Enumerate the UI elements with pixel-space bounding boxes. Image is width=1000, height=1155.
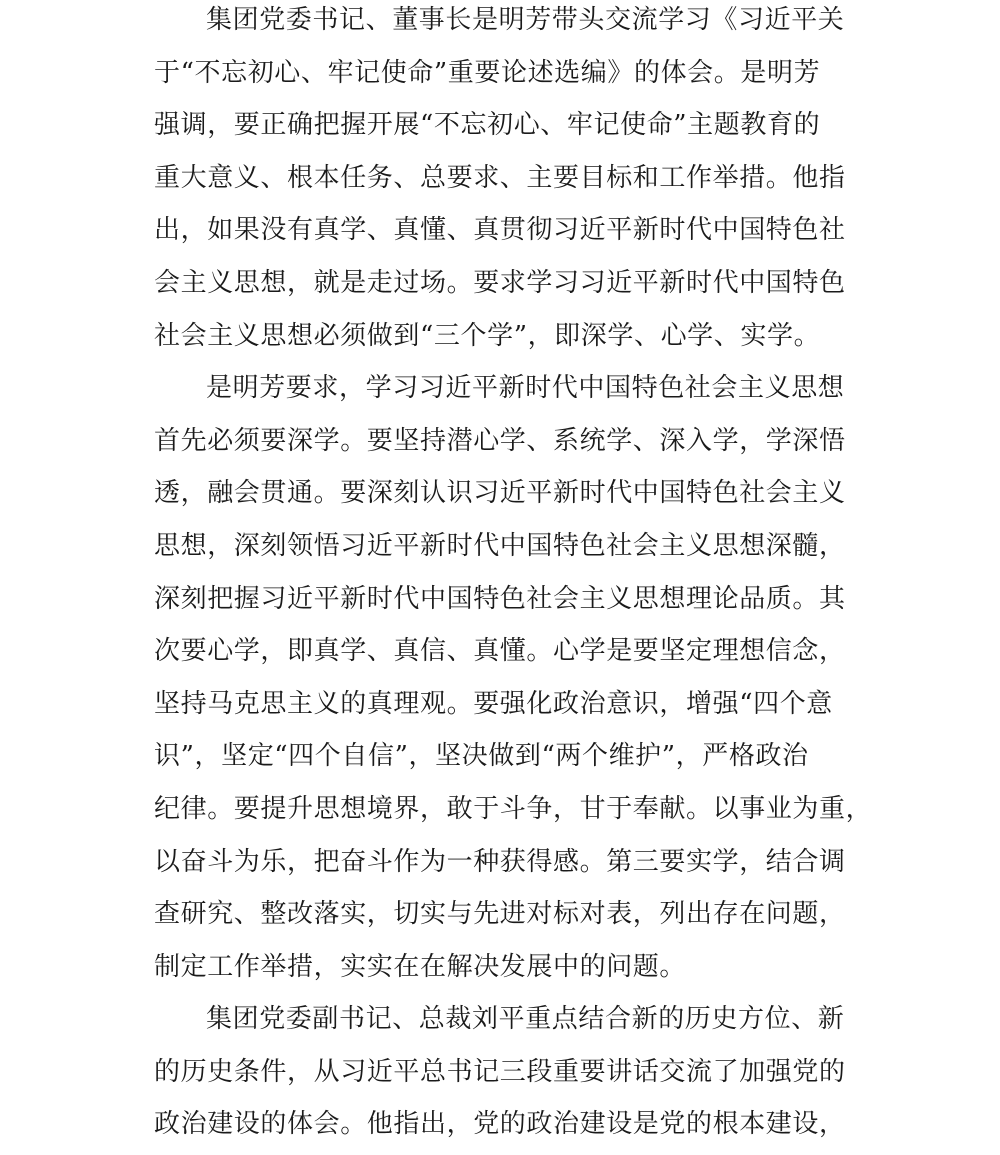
text-line: 首先必须要深学。要坚持潜心学、系统学、深入学，学深悟 (154, 425, 846, 456)
text-line: 的历史条件，从习近平总书记三段重要讲话交流了加强党的 (154, 1056, 846, 1087)
text-line: 思想，深刻领悟习近平新时代中国特色社会主义思想深髓， (154, 530, 846, 561)
text-line: 强调，要正确把握开展“不忘初心、牢记使命”主题教育的 (154, 110, 821, 141)
text-line: 集团党委副书记、总裁刘平重点结合新的历史方位、新 (206, 1004, 845, 1035)
text-line: 社会主义思想必须做到“三个学”，即深学、心学、实学。 (154, 320, 821, 351)
text-line: 纪律。要提升思想境界，敢于斗争，甘于奉献。以事业为重， (154, 793, 873, 824)
text-line: 深刻把握习近平新时代中国特色社会主义思想理论品质。其 (154, 583, 846, 614)
text-line: 识”，坚定“四个自信”，坚决做到“两个维护”，严格政治 (154, 741, 809, 772)
text-line: 制定工作举措，实实在在解决发展中的问题。 (154, 951, 687, 982)
text-line: 透，融会贯通。要深刻认识习近平新时代中国特色社会主义 (154, 478, 846, 509)
paragraph-1 (154, 0, 854, 362)
text-line: 坚持马克思主义的真理观。要强化政治意识，增强“四个意 (154, 688, 833, 719)
document-body (154, 0, 873, 1151)
text-line: 查研究、整改落实，切实与先进对标对表，列出存在问题， (154, 899, 846, 930)
text-line: 会主义思想，就是走过场。要求学习习近平新时代中国特色 (154, 267, 846, 298)
text-line: 集团党委书记、董事长是明芳带头交流学习《习近平关 (206, 5, 845, 35)
text-line: 是明芳要求，学习习近平新时代中国特色社会主义思想 (206, 373, 845, 404)
text-line: 以奋斗为乐，把奋斗作为一种获得感。第三要实学，结合调 (154, 846, 846, 877)
text-line: 次要心学，即真学、真信、真懂。心学是要坚定理想信念， (154, 636, 846, 667)
paragraph-2 (154, 362, 873, 993)
text-line: 出，如果没有真学、真懂、真贯彻习近平新时代中国特色社 (154, 215, 846, 246)
text-line: 政治建设的体会。他指出，党的政治建设是党的根本建设， (154, 1109, 846, 1140)
paragraph-3 (154, 993, 854, 1151)
text-line: 于“不忘初心、牢记使命”重要论述选编》的体会。是明芳 (154, 57, 821, 88)
text-line: 重大意义、根本任务、总要求、主要目标和工作举措。他指 (154, 162, 846, 193)
